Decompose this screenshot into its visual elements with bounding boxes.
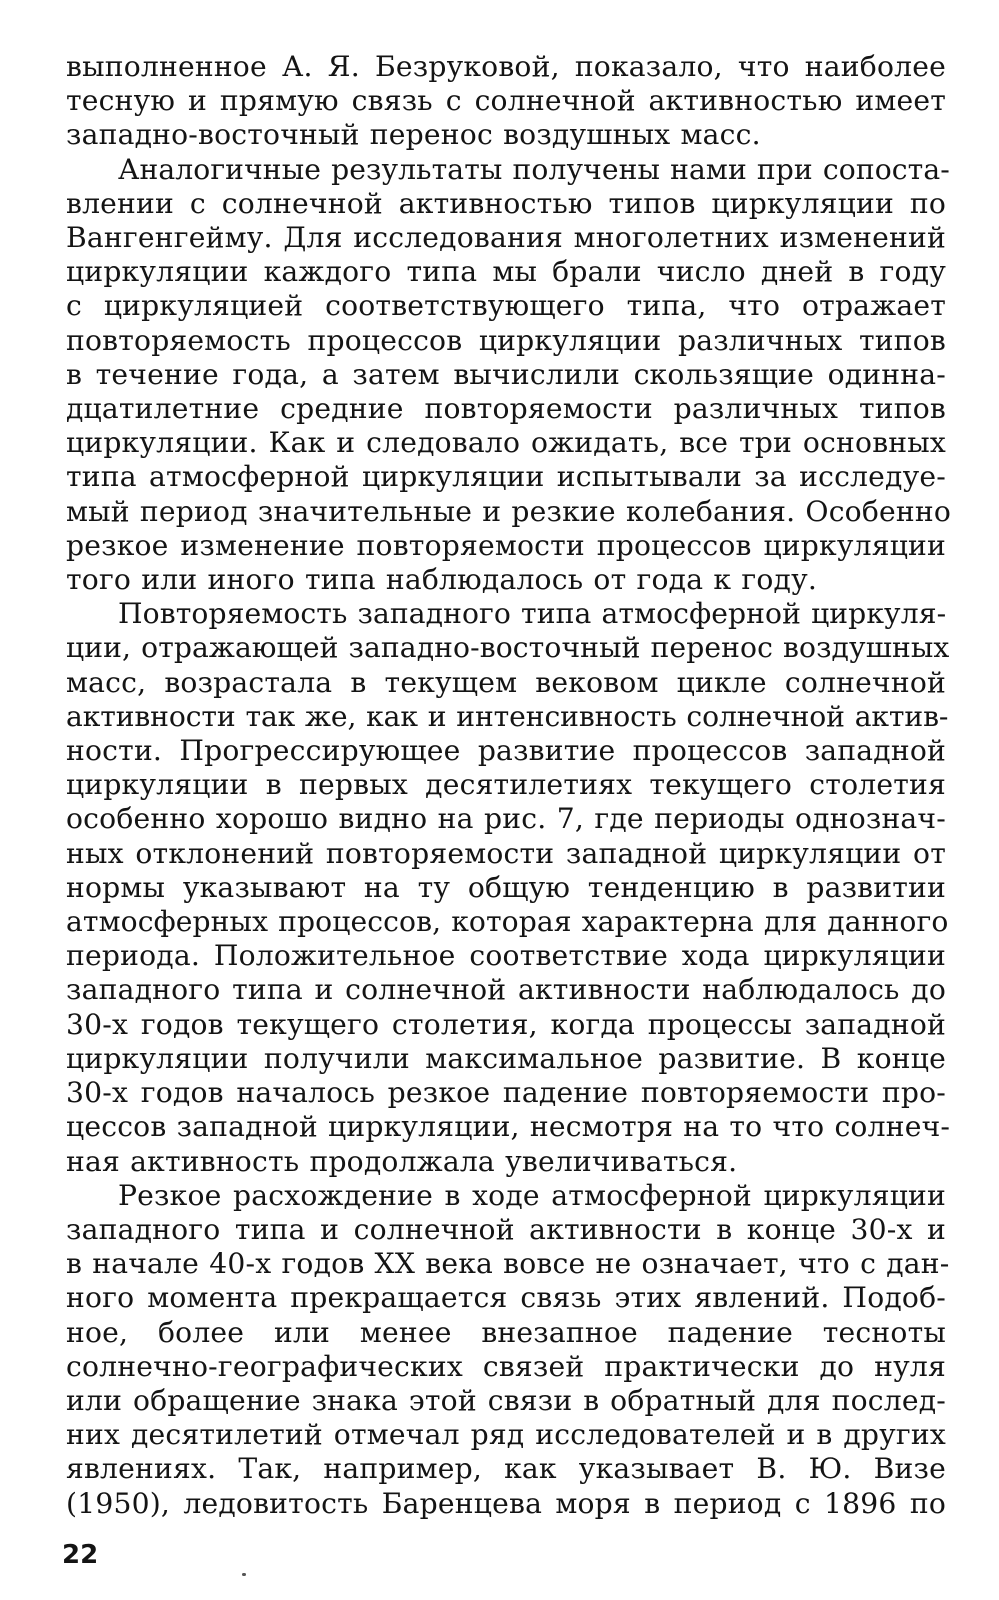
page-number: 22 [62, 1540, 99, 1570]
text-line: ных отклонений повторяемости западной циркуляции от [66, 836, 946, 870]
text-line: активности так же, как и интенсивность солнечной актив- [66, 699, 949, 733]
text-line: явлениях. Так, например, как указывает В. Ю. Визе [66, 1452, 946, 1486]
text-line: резкое изменение повторяемости процессов циркуляции [66, 528, 946, 562]
paragraph-4 [66, 1178, 950, 1521]
text-line: ции, отражающей западно-восточный перенос воздушных [66, 631, 950, 665]
text-line: типа атмосферной циркуляции испытывали за исследуе- [66, 460, 946, 494]
text-line: с циркуляцией соответствующего типа, что отражает [66, 289, 946, 323]
text-line: или обращение знака этой связи в обратный для послед- [66, 1383, 946, 1417]
text-line: нормы указывают на ту общую тенденцию в развитии [66, 870, 946, 904]
print-speck [242, 1573, 246, 1576]
text-line: масс, возрастала в текущем вековом цикле солнечной [66, 665, 946, 699]
text-line: них десятилетий отмечал ряд исследователей и в других [66, 1418, 946, 1452]
text-line: ного момента прекращается связь этих явлений. Подоб- [66, 1281, 946, 1315]
text-line: Резкое расхождение в ходе атмосферной циркуляции [118, 1178, 946, 1212]
text-line: в течение года, а затем вычислили скользящие одинна- [66, 357, 946, 391]
text-line: 30-х годов началось резкое падение повторяемости про- [66, 1076, 946, 1110]
text-line: того или иного типа наблюдалось от года к году. [66, 563, 818, 597]
paragraph-2 [66, 152, 952, 598]
text-line: тесную и прямую связь с солнечной активностью имеет [66, 84, 946, 118]
text-line: циркуляции каждого типа мы брали число дней в году [66, 255, 946, 289]
text-line: циркуляции. Как и следовало ожидать, все три основных [66, 426, 946, 460]
text-line: западного типа и солнечной активности в конце 30-х и [66, 1212, 946, 1246]
text-line: выполненное А. Я. Безруковой, показало, что наиболее [66, 50, 946, 83]
text-line: западного типа и солнечной активности наблюдалось до [66, 973, 946, 1007]
text-line: в начале 40-х годов XX века вовсе не означает, что с дан- [66, 1247, 950, 1281]
text-line: Аналогичные результаты получены нами при сопоста- [118, 152, 950, 186]
text-line: (1950), ледовитость Баренцева моря в период с 1896 по [66, 1486, 946, 1520]
text-line: атмосферных процессов, которая характерна для данного [66, 905, 949, 939]
text-line: циркуляции в первых десятилетиях текущего столетия [66, 768, 946, 802]
text-line: ная активность продолжала увеличиваться. [66, 1144, 738, 1178]
paragraph-1 [66, 50, 946, 153]
text-line: западно-восточный перенос воздушных масс. [66, 118, 761, 152]
paragraph-3 [66, 597, 951, 1178]
text-line: солнечно-географических связей практически до нуля [66, 1349, 946, 1383]
text-line: влении с солнечной активностью типов циркуляции по [66, 186, 946, 220]
text-line: Вангенгейму. Для исследования многолетних изменений [66, 221, 946, 255]
text-line: ное, более или менее внезапное падение тесноты [66, 1315, 946, 1349]
text-line: цессов западной циркуляции, несмотря на то что солнеч- [66, 1110, 951, 1144]
text-line: Повторяемость западного типа атмосферной циркуля- [118, 597, 947, 631]
text-line: мый период значительные и резкие колебания. Особенно [66, 494, 952, 528]
text-line: 30-х годов текущего столетия, когда процессы западной [66, 1007, 946, 1041]
text-line: повторяемость процессов циркуляции различных типов [66, 323, 946, 357]
text-line: дцатилетние средние повторяемости различных типов [66, 392, 946, 426]
text-line: циркуляции получили максимальное развитие. В конце [66, 1041, 946, 1075]
text-line: периода. Положительное соответствие хода циркуляции [66, 939, 946, 973]
page-body [66, 50, 952, 1521]
text-line: ности. Прогрессирующее развитие процессов западной [66, 734, 946, 768]
text-line: особенно хорошо видно на рис. 7, где периоды однознач- [66, 802, 946, 836]
